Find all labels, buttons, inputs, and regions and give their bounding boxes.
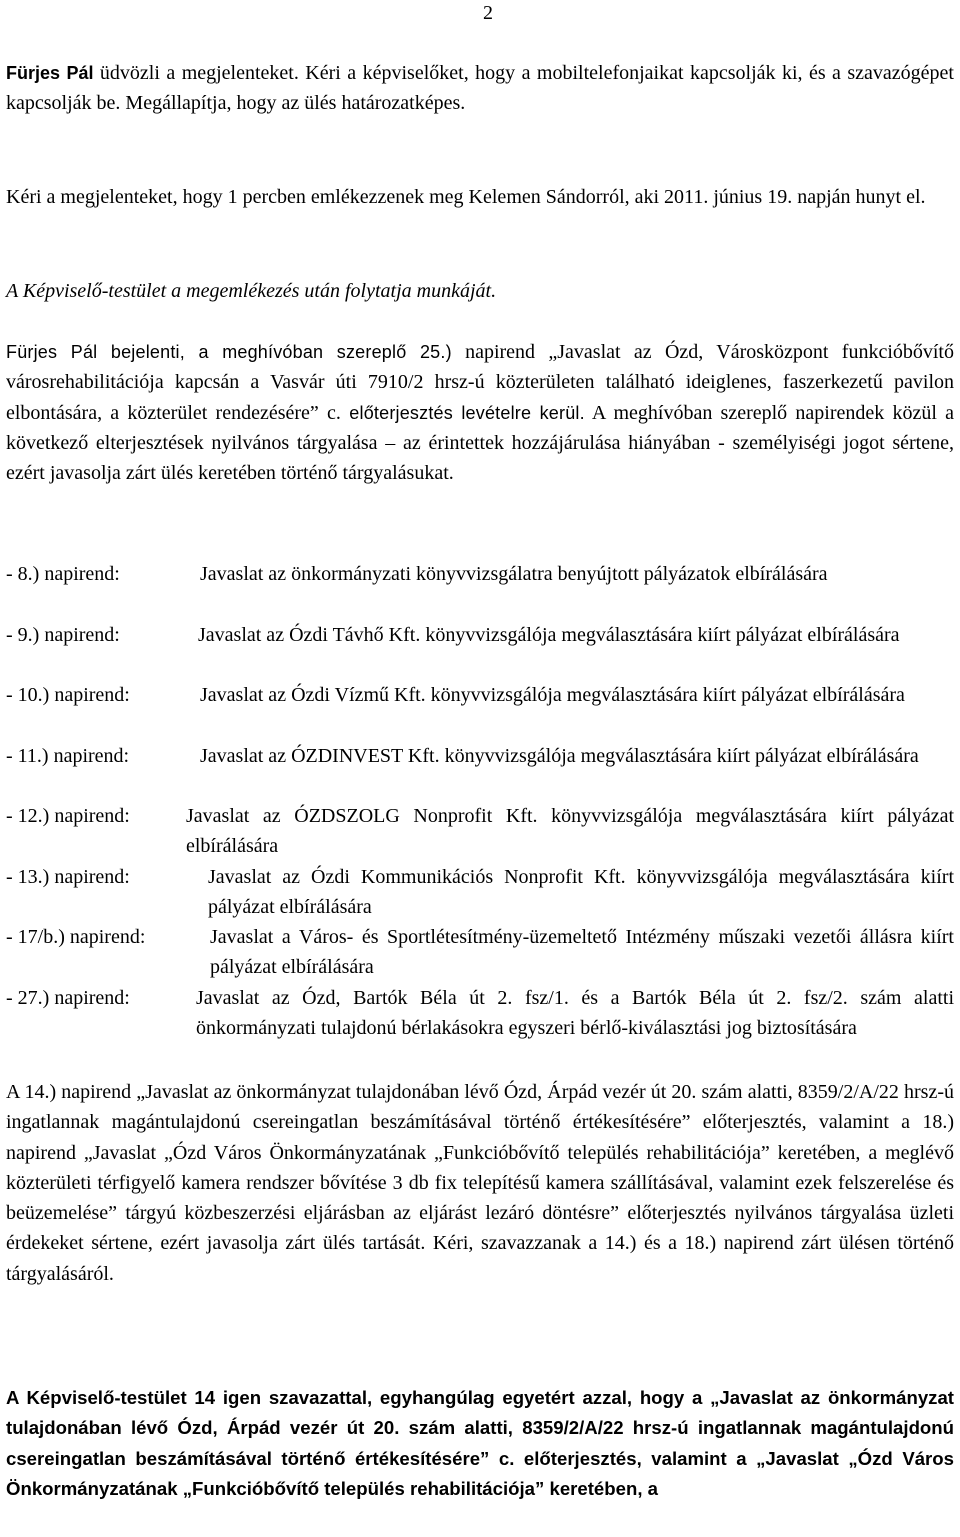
agenda-item-number: - 13.) napirend:: [6, 866, 130, 888]
agenda-item: [6, 801, 954, 862]
announcement-rest: A meghívóban szereplő napirendek közül a következő elterjesztések nyilvános tárgyalása – az érintettek hozzájárulása hiányában - személyiségi jogot sértene, ezért javasolja zárt ülés keretében történő tárgyalásukat.: [6, 401, 954, 485]
paragraph-continues: A Képviselő-testület a megemlékezés után folytatja munkáját.: [6, 280, 497, 302]
agenda-item: [6, 680, 954, 710]
agenda-item: [6, 862, 954, 923]
agenda-item-number: - 11.) napirend:: [6, 745, 130, 767]
agenda-item-text: Javaslat az Ózdi Távhő Kft. könyvvizsgálója megválasztására kiírt pályázat elbírálására: [198, 624, 900, 646]
agenda-item-number: - 9.) napirend:: [6, 624, 120, 646]
agenda-item-number: - 17/b.) napirend:: [6, 926, 146, 948]
agenda-item-text: Javaslat az Ózd, Bartók Béla út 2. fsz/1. és a Bartók Béla út 2. fsz/2. szám alatti önkormányzati tulajdonú bérlakásokra egyszeri bérlő-kiválasztási jog biztosítására: [196, 987, 954, 1040]
agenda-item-text: Javaslat az önkormányzati könyvvizsgálatra benyújtott pályázatok elbírálására: [200, 563, 828, 585]
paragraph-agenda-announcement: [6, 337, 954, 488]
agenda-item: [6, 922, 954, 983]
agenda-item-text: Javaslat az ÓZDSZOLG Nonprofit Kft. könyvvizsgálója megválasztására kiírt pályázat elbírálására: [186, 805, 954, 858]
agenda-item-text: Javaslat az ÓZDINVEST Kft. könyvvizsgálója megválasztására kiírt pályázat elbírálására: [200, 745, 919, 767]
agenda-item-number: - 12.) napirend:: [6, 805, 130, 827]
paragraph-welcome-text: üdvözli a megjelenteket. Kéri a képviselőket, hogy a mobiltelefonjaikat kapcsolják ki, és a szavazógépet kapcsolják be. Megállapítja, hogy az ülés határozatképes.: [6, 62, 954, 115]
agenda-item-number: - 10.) napirend:: [6, 684, 130, 706]
agenda-item: [6, 741, 954, 771]
announcement-lead: Fürjes Pál bejelenti, a meghívóban szereplő 25.): [6, 342, 452, 362]
agenda-item: [6, 620, 954, 650]
paragraph-resolution: A Képviselő-testület 14 igen szavazattal, egyhangúlag egyetért azzal, hogy a „Javaslat az önkormányzat tulajdonában lévő Ózd, Árpád vezér út 20. szám alatti, 8359/2/A/22 hrsz-ú ingatlannak magántulajdonú csereingatlan beszámításával történő értékesítésére” c. előterjesztés, valamint a „Javaslat „Ózd Város Önkormányzatának „Funkcióbővítő település rehabilitációja” keretében, a: [6, 1387, 954, 1499]
agenda-item: [6, 983, 954, 1044]
agenda-item: [6, 559, 954, 589]
paragraph-remembrance: Kéri a megjelenteket, hogy 1 percben emlékezzenek meg Kelemen Sándorról, aki 2011. június 19. napján hunyt el.: [6, 186, 926, 208]
paragraph-closed-session-proposal: A 14.) napirend „Javaslat az önkormányzat tulajdonában lévő Ózd, Árpád vezér út 20. szám alatti, 8359/2/A/22 hrsz-ú ingatlannak magántulajdonú csereingatlan beszámításával történő értékesítésére” előterjesztés, valamint a 18.) napirend „Javaslat „Ózd Város Önkormányzatának „Funkcióbővítő település rehabilitációja” keretében, a meglévő közterületi térfigyelő kamera rendszer bővítése 3 db fix telepítésű kamera szállításával, valamint ezek felszerelése és beüzemelése” tárgyú közbeszerzési eljárásban az eljárást lezáró döntésre” előterjesztés nyilvános tárgyalása üzleti érdekeket sértene, ezért javasolja zárt ülés tartását. Kéri, szavazzanak a 14.) és a 18.) napirend zárt ülésen történő tárgyalásáról.: [6, 1081, 954, 1285]
paragraph-welcome: [6, 58, 954, 119]
agenda-item-number: - 8.) napirend:: [6, 563, 120, 585]
agenda-item-text: Javaslat a Város- és Sportlétesítmény-üzemeltető Intézmény műszaki vezetői állásra kiírt pályázat elbírálására: [210, 926, 954, 979]
agenda-item-text: Javaslat az Ózdi Vízmű Kft. könyvvizsgálója megválasztására kiírt pályázat elbírálására: [200, 684, 905, 706]
speaker-name: Fürjes Pál: [6, 63, 94, 83]
agenda-item-text: Javaslat az Ózdi Kommunikációs Nonprofit Kft. könyvvizsgálója megválasztására kiírt pályázat elbírálására: [208, 866, 954, 919]
page-number: 2: [483, 2, 493, 24]
announcement-text: napirend „Javaslat az Ózd, Városközpont funkcióbővítő városrehabilitációja kapcsán a Vasvár úti 7910/2 hrsz-ú közterületen található ideiglenes, faszerkezetű pavilon elbontására, a közterület rendezésére” c.: [6, 341, 954, 424]
agenda-item-number: - 27.) napirend:: [6, 987, 130, 1009]
announcement-withdrawal: előterjesztés levételre kerül.: [340, 402, 585, 423]
